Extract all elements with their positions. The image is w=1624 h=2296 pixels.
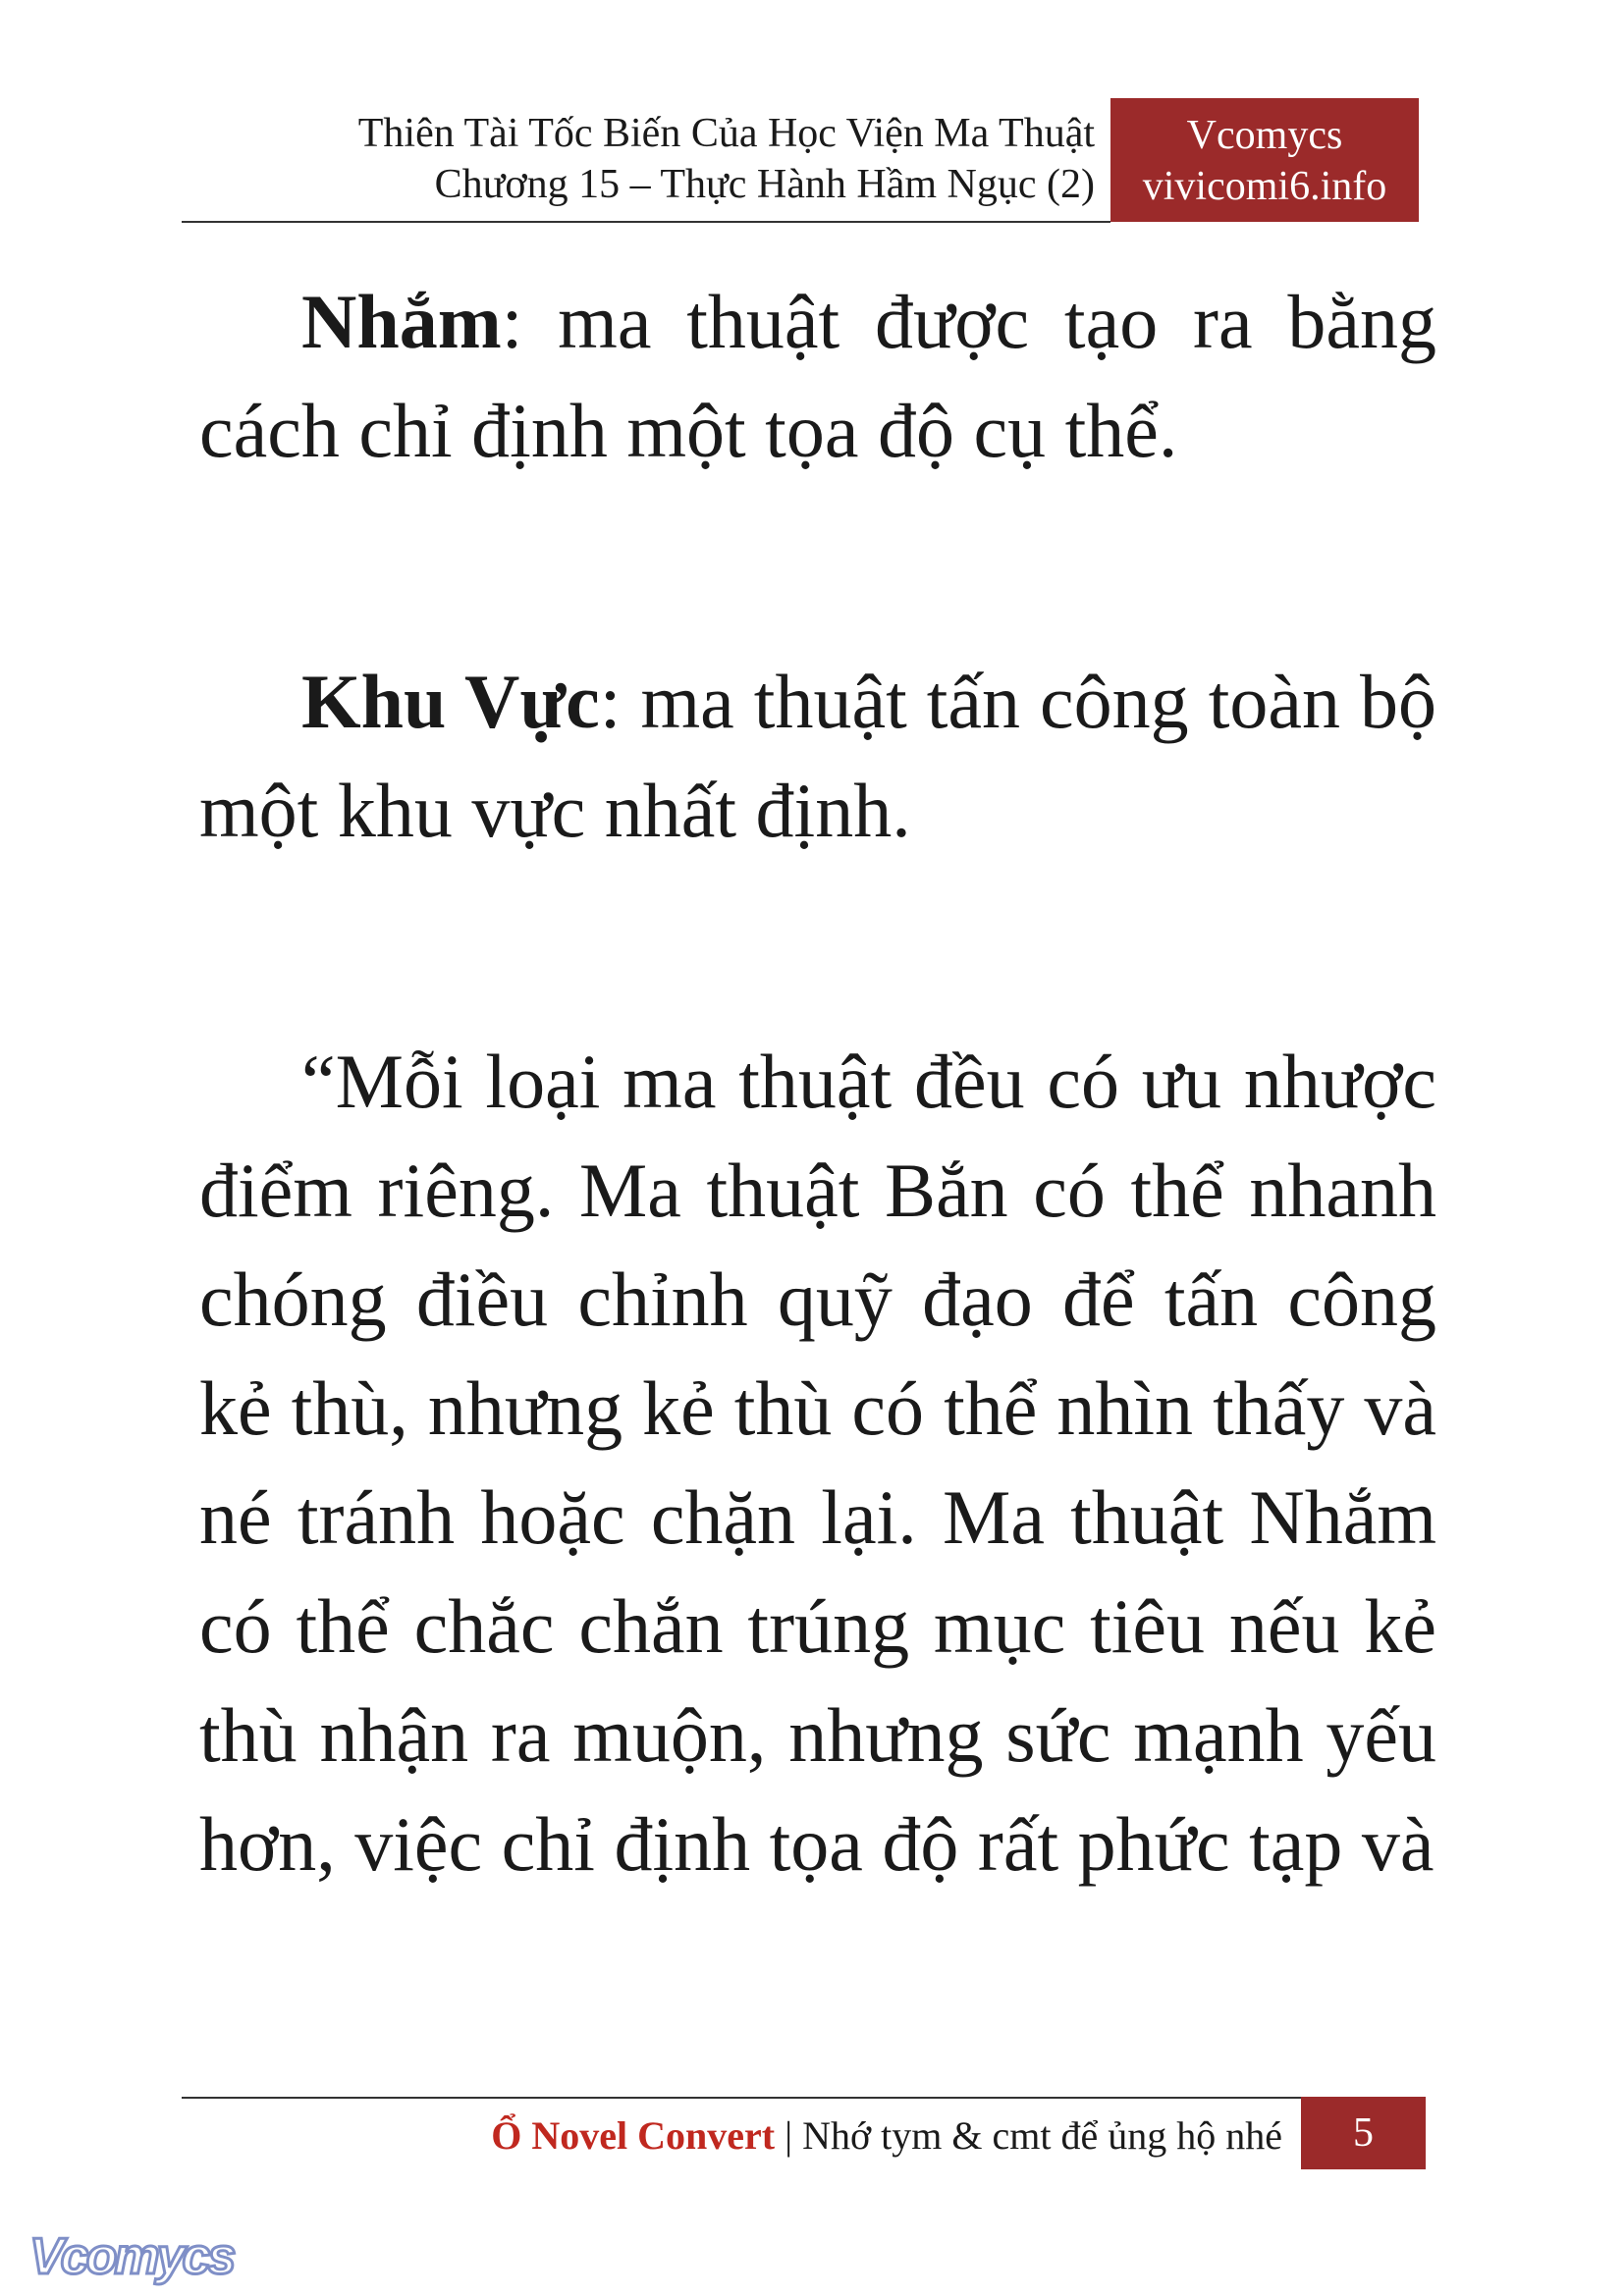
svg-text:Vcomycs: Vcomycs bbox=[29, 2228, 234, 2285]
paragraph-3 bbox=[199, 1027, 1436, 1898]
footer-separator: | bbox=[785, 2113, 793, 2158]
page-header bbox=[182, 98, 1419, 222]
footer-divider bbox=[182, 2097, 1301, 2099]
badge-brand: Vcomycs bbox=[1186, 113, 1343, 158]
footer-text bbox=[491, 2109, 1282, 2163]
paragraph-3-text: “Mỗi loại ma thuật đều có ưu nhược điểm riêng. Ma thuật Bắn có thể nhanh chóng điều chỉnh quỹ đạo để tấn công kẻ thù, nhưng kẻ thù có thể nhìn thấy và né tránh hoặc chặn lại. Ma thuật Nhắm có thể chắc chắn trúng mục tiêu nếu kẻ thù nhận ra muộn, nhưng sức mạnh yếu hơn, việc chỉ định tọa độ rất phức tạp và bbox=[199, 1039, 1436, 1887]
chapter-title: Chương 15 – Thực Hành Hầm Ngục (2) bbox=[434, 162, 1095, 207]
book-title: Thiên Tài Tốc Biến Của Học Viện Ma Thuật bbox=[357, 111, 1095, 156]
footer-brand: Ổ Novel Convert bbox=[491, 2113, 776, 2158]
vcomycs-logo-icon bbox=[26, 2220, 261, 2289]
paragraph-1-text: : ma thuật được tạo ra bằng cách chỉ định một tọa độ cụ thể. bbox=[199, 279, 1436, 473]
badge-site: vivicomi6.info bbox=[1142, 164, 1387, 209]
paragraph-2 bbox=[199, 647, 1436, 865]
header-titles bbox=[358, 108, 1095, 210]
term-aim: Nhắm bbox=[301, 279, 502, 364]
footer-message: Nhớ tym & cmt để ủng hộ nhé bbox=[802, 2113, 1282, 2158]
paragraph-2-text: : ma thuật tấn công toàn bộ một khu vực nhất định. bbox=[199, 659, 1436, 853]
page-number: 5 bbox=[1301, 2097, 1426, 2169]
chapter-content bbox=[199, 267, 1436, 1898]
term-area: Khu Vực bbox=[301, 659, 600, 744]
header-badge bbox=[1110, 98, 1419, 222]
paragraph-1 bbox=[199, 267, 1436, 485]
header-divider bbox=[182, 221, 1110, 223]
